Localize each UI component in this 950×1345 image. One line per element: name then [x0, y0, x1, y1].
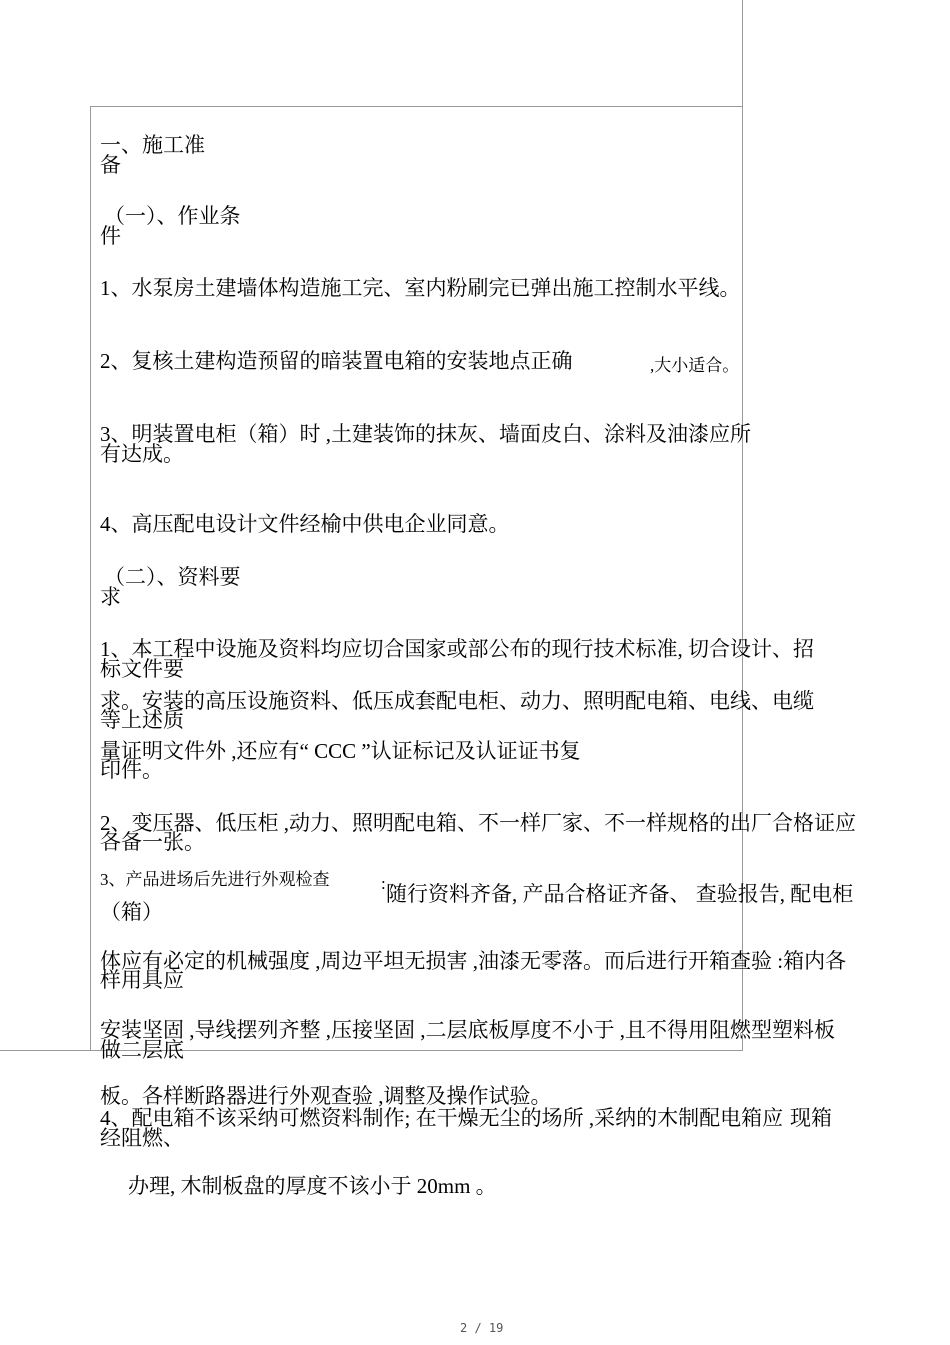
paragraph: 4、高压配电设计文件经榆中供电企业同意。 [100, 512, 510, 536]
page-number: 2 / 19 [460, 1321, 504, 1335]
paragraph: 4、配电箱不该采纳可燃资料制作; 在干燥无尘的场所 ,采纳的木制配电箱应 [100, 1106, 784, 1130]
paragraph-wrap: 标文件要 [100, 657, 184, 681]
paragraph: 3、产品进场后先进行外观检查 [100, 870, 330, 889]
paragraph: 量证明文件外 ,还应有“ CCC ”认证标记及认证证书复 [100, 739, 581, 763]
paragraph-wrap: 经阻燃、 [100, 1126, 184, 1150]
paragraph-wrap: 各备一张。 [100, 830, 205, 854]
subsection-heading: （二）、资料要 [104, 565, 241, 589]
subsection-heading-wrap: 件 [100, 224, 121, 248]
frame-top-line [90, 106, 742, 107]
paragraph-wrap: 有达成。 [100, 442, 184, 466]
paragraph: 1、水泵房土建墙体构造施工完、室内粉刷完已弹出施工控制水平线。 [100, 276, 741, 300]
paragraph-wrap: 做二层底 [100, 1038, 184, 1062]
paragraph-tail: ,大小适合。 [650, 356, 740, 375]
subsection-heading: （一）、作业条 [104, 204, 241, 228]
paragraph: 1、本工程中设施及资料均应切合国家或部公布的现行技术标准, 切合设计、招 [100, 637, 814, 661]
section-heading-wrap: 备 [100, 153, 121, 177]
paragraph-wrap: 等上述质 [100, 708, 184, 732]
paragraph: 安装坚固 ,导线摆列齐整 ,压接坚固 ,二层底板厚度不小于 ,且不得用阻燃型塑料板 [100, 1018, 835, 1042]
paragraph: 体应有必定的机械强度 ,周边平坦无损害 ,油漆无零落。而后进行开箱查验 :箱内各 [100, 949, 847, 973]
paragraph: 求。安装的高压设施资料、低压成套配电柜、动力、照明配电箱、电线、电缆 [100, 689, 814, 713]
paragraph: 3、明装置电柜（箱）时 ,土建装饰的抹灰、墙面皮白、涂料及油漆应所 [100, 422, 751, 446]
subsection-heading-wrap: 求 [100, 585, 121, 609]
paragraph: 随行资料齐备, 产品合格证齐备、 查验报告, 配电柜 [386, 882, 854, 906]
paragraph-overlap: 现箱 [790, 1106, 832, 1130]
paragraph: 办理, 木制板盘的厚度不该小于 20mm 。 [128, 1174, 497, 1198]
paragraph-wrap: 样用具应 [100, 968, 184, 992]
frame-left-line [90, 106, 91, 1051]
paragraph: 2、复核土建构造预留的暗装置电箱的安装地点正确 [100, 349, 573, 373]
section-heading: 一、施工准 [100, 133, 205, 157]
paragraph-wrap: （箱） [100, 900, 163, 924]
paragraph-wrap: 印件。 [100, 758, 163, 782]
paragraph: 板。各样断路器进行外观查验 ,调整及操作试验。 [100, 1084, 552, 1108]
paragraph: 2、变压器、低压柜 ,动力、照明配电箱、不一样厂家、不一样规格的出厂合格证应 [100, 811, 856, 835]
paragraph-mark: : [381, 874, 386, 893]
